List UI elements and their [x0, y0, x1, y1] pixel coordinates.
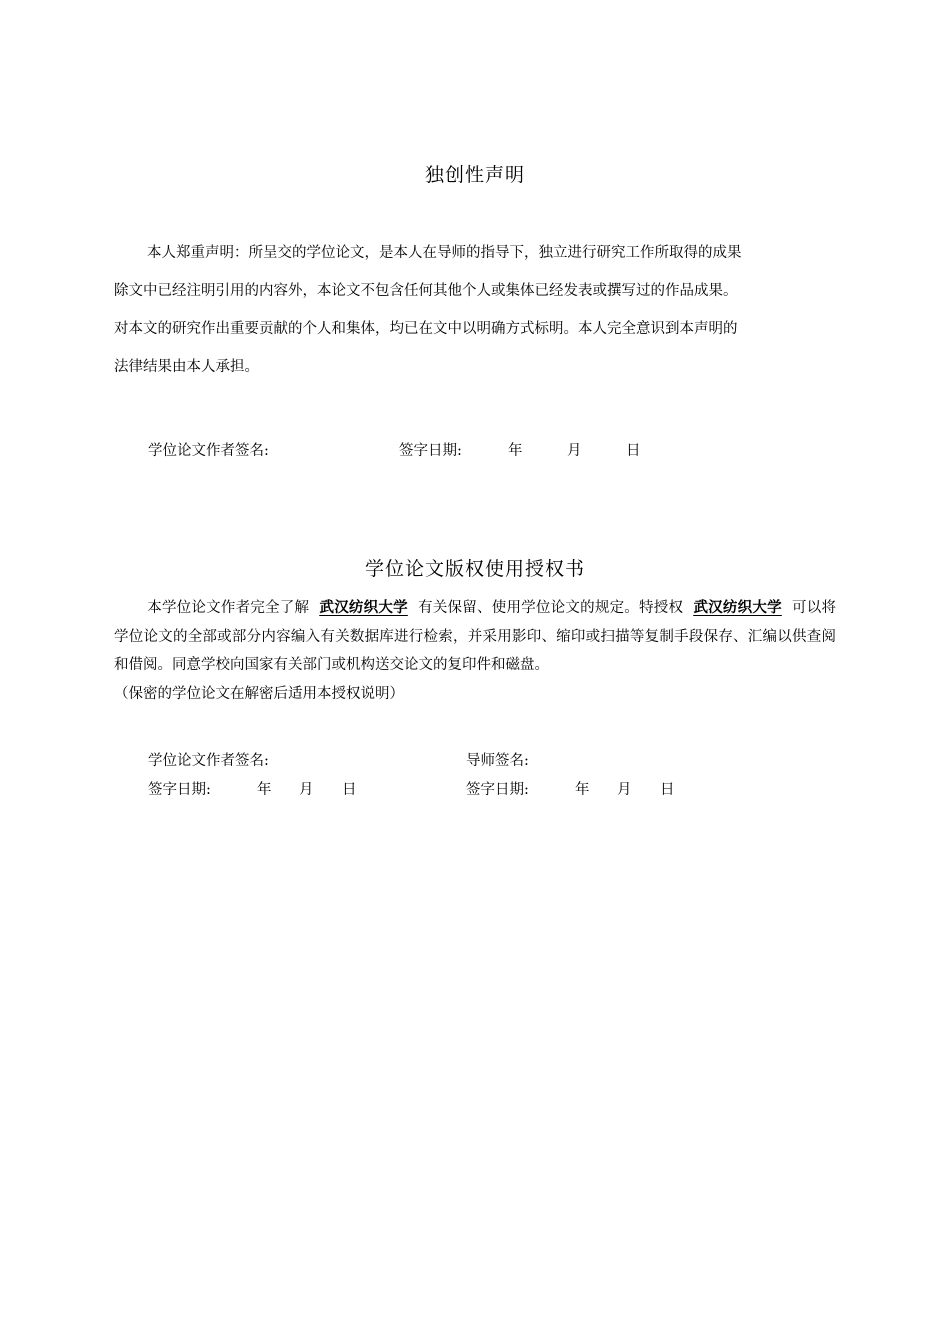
originality-line-1-text: 本人郑重声明：所呈交的学位论文，是本人在导师的指导下，独立进行研究工作所取得的成果 — [147, 245, 742, 261]
authorization-statement — [114, 594, 836, 708]
university-name-2: 武汉纺织大学 — [693, 599, 782, 616]
originality-year-label: 年 — [508, 443, 523, 459]
advisor-month-label: 月 — [617, 782, 632, 798]
advisor-date-label: 签字日期: — [466, 782, 529, 798]
originality-line-4: 法律结果由本人承担。 — [114, 359, 259, 375]
author-year-label: 年 — [257, 782, 272, 798]
originality-line-3: 对本文的研究作出重要贡献的个人和集体，均已在文中以明确方式标明。本人完全意识到本声明的 — [114, 321, 738, 337]
originality-title: 独创性声明 — [424, 164, 525, 186]
originality-line-1 — [114, 234, 836, 272]
confidential-note: （保密的学位论文在解密后适用本授权说明） — [114, 685, 404, 702]
university-name-1: 武汉纺织大学 — [319, 599, 408, 616]
advisor-day-label: 日 — [660, 782, 675, 798]
originality-statement — [114, 234, 836, 386]
authorization-text-1: 本学位论文作者完全了解 — [147, 600, 310, 616]
originality-author-signature-label: 学位论文作者签名: — [148, 443, 269, 459]
authorization-title: 学位论文版权使用授权书 — [364, 558, 585, 580]
authorization-text-3: 可以将学位论文的全部或部分内容编入有关数据库进行检索，并采用影印、缩印或扫描等复制手段保存、汇编以供查阅和借阅。同意学校向国家有关部门或机构送交论文的复印件和磁盘。 — [114, 600, 837, 673]
author-day-label: 日 — [342, 782, 357, 798]
authorization-text-2: 有关保留、使用学位论文的规定。特授权 — [417, 600, 684, 616]
originality-date-label: 签字日期: — [399, 443, 462, 459]
originality-month-label: 月 — [567, 443, 582, 459]
author-month-label: 月 — [299, 782, 314, 798]
advisor-year-label: 年 — [575, 782, 590, 798]
author-date-label: 签字日期: — [148, 782, 211, 798]
originality-line-2: 除文中已经注明引用的内容外，本论文不包含任何其他个人或集体已经发表或撰写过的作品成果。 — [114, 283, 738, 299]
authorization-author-signature-label: 学位论文作者签名: — [148, 753, 269, 769]
originality-day-label: 日 — [626, 443, 641, 459]
advisor-signature-label: 导师签名: — [466, 753, 529, 769]
